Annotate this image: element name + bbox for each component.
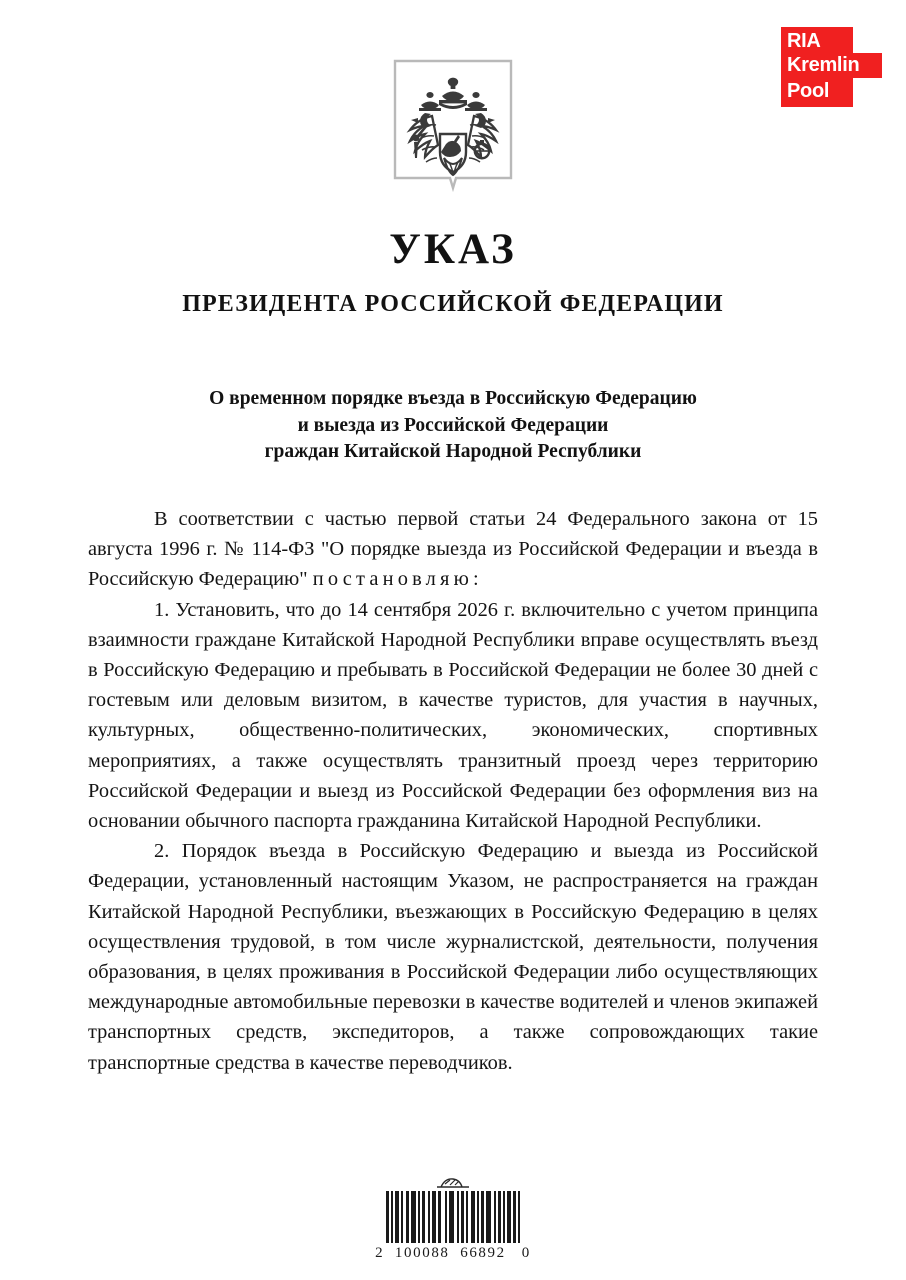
barcode-bars <box>373 1191 533 1243</box>
barcode-number: 2 100088 66892 0 <box>375 1245 531 1261</box>
decree-heading <box>120 386 786 466</box>
decree-preamble <box>88 504 818 595</box>
barcode-mark-icon <box>433 1176 473 1190</box>
decree-heading-line-2: и выезда из Российской Федерации <box>297 414 609 436</box>
decree-clause-1: 1. Установить, что до 14 сентября 2026 г. включительно с учетом принципа взаимности граждане Китайской Народной Республики вправе осуществлять въезд в Российскую Федерацию и пребывать в Российской Федерации не более 30 дней с гостевым или деловым визитом, в качестве туристов, для участия в научных, культурных, общественно-политических, экономических, спортивных мероприятиях, а также осуществлять транзитный проезд через территорию Российской Федерации и выезд из Российской Федерации без оформления виз на основании обычного паспорта гражданина Китайской Народной Республики. <box>88 598 818 833</box>
document-title: УКАЗ <box>389 226 517 273</box>
decree-body <box>88 504 818 1078</box>
document-barcode <box>343 1176 563 1262</box>
decree-heading-line-1: О временном порядке въезда в Российскую Федерацию <box>209 388 697 409</box>
ria-logo-line-1: RIA <box>781 27 853 53</box>
ria-kremlin-pool-logo <box>781 27 882 105</box>
document-subtitle: ПРЕЗИДЕНТА РОССИЙСКОЙ ФЕДЕРАЦИИ <box>182 291 724 317</box>
decree-clause-2: 2. Порядок въезда в Российскую Федерацию и выезда из Российской Федерации, установленный настоящим Указом, не распространяется на граждан Китайской Народной Республики, въезжающих в Российскую Федерацию в целях осуществления трудовой, в том числе журналистской, деятельности, получения образования, в целях проживания в Российской Федерации либо осуществляющих международные автомобильные перевозки в качестве водителей и членов экипажей транспортных средств, экспедиторов, а также сопровождающих такие транспортные средства в качестве переводчиков. <box>88 840 818 1074</box>
ria-logo-line-3: Pool <box>781 78 853 107</box>
preamble-text: В соответствии с частью первой статьи 24 Федерального закона от 15 августа 1996 г. № 114-ФЗ "О порядке выезда из Российской Федерации и въезда в Российскую Федерацию" <box>88 508 818 591</box>
decree-heading-line-3: граждан Китайской Народной Республики <box>264 441 642 462</box>
ria-logo-line-2: Kremlin <box>781 53 882 78</box>
preamble-verb: постановляю: <box>312 568 483 591</box>
russian-coat-of-arms-icon <box>392 58 514 200</box>
